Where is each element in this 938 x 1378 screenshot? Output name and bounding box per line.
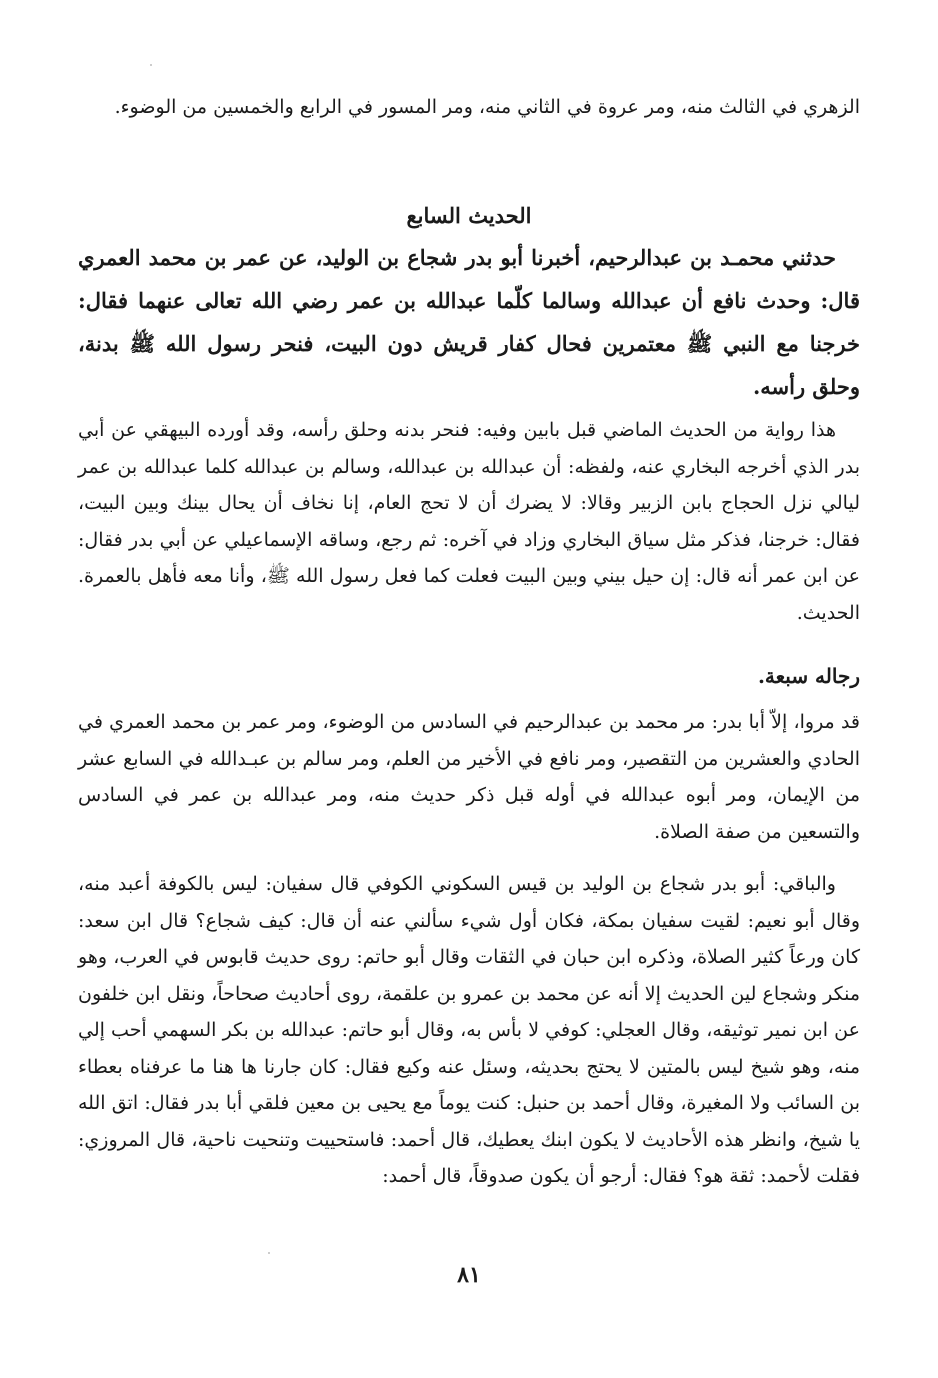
narrators-paragraph-2: والباقي: أبو بدر شجاع بن الوليد بن قيس السكوني الكوفي قال سفيان: ليس بالكوفة أعبد منه، وقال أبو نعيم: لقيت سفيان بمكة، فكان أول شيء سألني عنه أن قال: كيف شجاع؟ قال ابن سعد: كان ورعاً كثير الصلاة، وذكره ابن حبان في الثقات وقال أبو حاتم: روى حديث قابوس في العرب، وهو منكر وشجاع لين الحديث إلا أنه عن محمد بن عمرو بن علقمة، روى أحاديث صحاحاً، ونقل ابن خلفون عن ابن نمير توثيقه، وقال العجلي: كوفي لا بأس به، وقال أبو حاتم: عبدالله بن بكر السهمي أحب إلي منه، وهو شيخ ليس بالمتين لا يحتج بحديثه، وسئل عنه وكيع فقال: كان جارنا ها هنا ما عرفناه بعطاء بن السائب ولا المغيرة، وقال أحمد بن حنبل: كنت يوماً مع يحيى بن معين فلقي أبا بدر فقال: اتق الله يا شيخ، وانظر هذه الأحاديث لا يكون ابنك يعطيك، قال أحمد: فاستحييت وتنحيت ناحية، قال المروزي: فقلت لأحمد: ثقة هو؟ فقال: أرجو أن يكون صدوقاً، قال أحمد: [78, 873, 860, 1187]
scan-speck [268, 1252, 270, 1254]
narrators-paragraph-1: قد مروا، إلاّ أبا بدر: مر محمد بن عبدالرحيم في السادس من الوضوء، ومر عمر بن محمد العمري في الحادي والعشرين من التقصير، ومر نافع في الأخير من العلم، ومر سالم بن عبـدالله في السابع عشر من الإيمان، ومر أبوه عبدالله في أوله قبل ذكر حديث منه، ومر عبدالله بن عمر في السادس والتسعين من صفة الصلاة. [78, 711, 860, 843]
intro-paragraph: الزهري في الثالث منه، ومر عروة في الثاني منه، ومر المسور في الرابع والخمسين من الوضوء. [114, 96, 860, 118]
section-heading: الحديث السابع [406, 203, 532, 228]
page-number: ٨١ [457, 1262, 481, 1288]
hadith-text: حدثني محمـد بن عبدالرحيم، أخبرنا أبو بدر شجاع بن الوليد، عن عمر بن محمد العمري قال: وحدث نافع أن عبدالله وسالما كلّما عبدالله بن عمر رضي الله تعالى عنهما فقال: خرجنا مع النبي ﷺ معتمرين فحال كفار قريش دون البيت، فنحر رسول الله ﷺ بدنة، وحلق رأسه. [78, 245, 860, 399]
scan-speck [150, 64, 152, 66]
commentary-paragraph: هذا رواية من الحديث الماضي قبل بابين وفيه: فنحر بدنه وحلق رأسه، وقد أورده البيهقي عن أبي بدر الذي أخرجه البخاري عنه، ولفظه: أن عبدالله بن عبدالله، وسالم بن عبدالله كلما عبدالله بن عمر ليالي نزل الحجاج بابن الزبير وقالا: لا يضرك أن لا تحج العام، إنا نخاف أن يحال بينك وبين البيت، فقال: خرجنا، فذكر مثل سياق البخاري وزاد في آخره: ثم رجع، وساقه الإسماعيلي عن أبي بدر فقال: عن ابن عمر أنه قال: إن حيل بيني وبين البيت فعلت كما فعل رسول الله ﷺ، وأنا معه فأهل بالعمرة. الحديث. [78, 419, 860, 624]
narrators-heading: رجاله سبعة. [757, 664, 860, 688]
